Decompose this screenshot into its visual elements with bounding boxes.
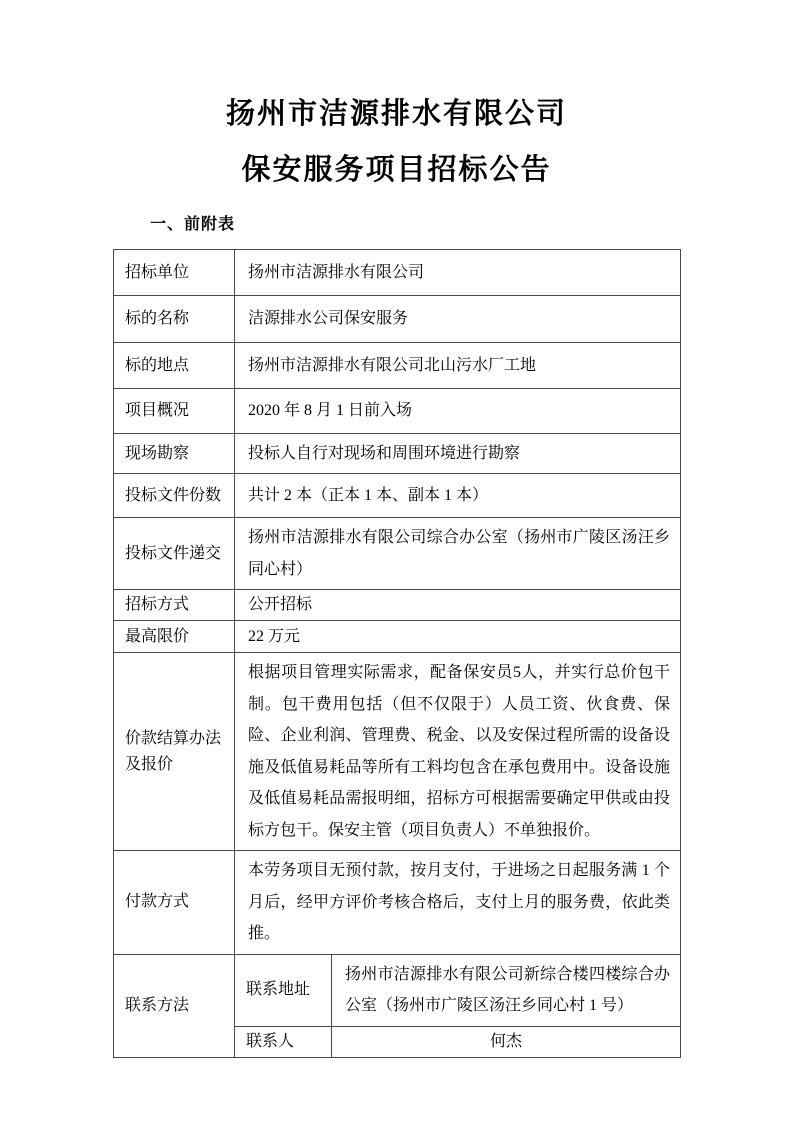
table-row	[114, 474, 681, 518]
row-label: 付款方式	[114, 851, 235, 955]
table-row	[114, 653, 681, 851]
row-label: 价款结算办法及报价	[114, 653, 235, 851]
row-label: 项目概况	[114, 389, 235, 434]
row-value: 本劳务项目无预付款，按月支付，于进场之日起服务满 1 个月后，经甲方评价考核合格后，支付上月的服务费，依此类推。	[235, 851, 681, 955]
table-row	[114, 621, 681, 653]
row-label: 现场勘察	[114, 434, 235, 474]
row-value: 共计 2 本（正本 1 本、副本 1 本）	[235, 474, 681, 518]
table-row	[114, 389, 681, 434]
table-row	[114, 518, 681, 590]
row-value: 根据项目管理实际需求，配备保安员5人，并实行总价包干制。包干费用包括（但不仅限于）人员工资、伙食费、保险、企业利润、管理费、税金、以及安保过程所需的设备设施及低值易耗品等所有工料均包含在承包费用中。设备设施及低值易耗品需报明细，招标方可根据需要确定甲供或由投标方包干。保安主管（项目负责人）不单独报价。	[235, 653, 681, 851]
row-value: 扬州市洁源排水有限公司北山污水厂工地	[235, 343, 681, 389]
row-value: 洁源排水公司保安服务	[235, 296, 681, 343]
contact-person-label: 联系人	[235, 1026, 332, 1057]
contact-address-value: 扬州市洁源排水有限公司新综合楼四楼综合办公室（扬州市广陵区汤汪乡同心村 1 号）	[332, 954, 681, 1026]
document-subtitle: 保安服务项目招标公告	[241, 154, 552, 186]
contact-address-label: 联系地址	[235, 954, 332, 1026]
row-label: 标的名称	[114, 296, 235, 343]
row-label: 招标方式	[114, 590, 235, 621]
table-row	[114, 590, 681, 621]
table-row	[114, 343, 681, 389]
row-label: 最高限价	[114, 621, 235, 653]
section-heading: 一、前附表	[150, 216, 236, 233]
table-row	[114, 954, 681, 1026]
table-row	[114, 250, 681, 296]
row-value: 投标人自行对现场和周围环境进行勘察	[235, 434, 681, 474]
row-value: 2020 年 8 月 1 日前入场	[235, 389, 681, 434]
row-value: 扬州市洁源排水有限公司	[235, 250, 681, 296]
row-value: 扬州市洁源排水有限公司综合办公室（扬州市广陵区汤汪乡同心村）	[235, 518, 681, 590]
contact-person-value: 何杰	[332, 1026, 681, 1057]
row-value: 22 万元	[235, 621, 681, 653]
row-label: 投标文件份数	[114, 474, 235, 518]
front-attached-table	[113, 249, 681, 1058]
table-row	[114, 434, 681, 474]
row-label: 招标单位	[114, 250, 235, 296]
row-value: 公开招标	[235, 590, 681, 621]
row-label: 投标文件递交	[114, 518, 235, 590]
contact-method-label: 联系方法	[114, 954, 235, 1057]
row-label: 标的地点	[114, 343, 235, 389]
document-title: 扬州市洁源排水有限公司	[225, 98, 567, 130]
table-row	[114, 296, 681, 343]
table-row	[114, 851, 681, 955]
